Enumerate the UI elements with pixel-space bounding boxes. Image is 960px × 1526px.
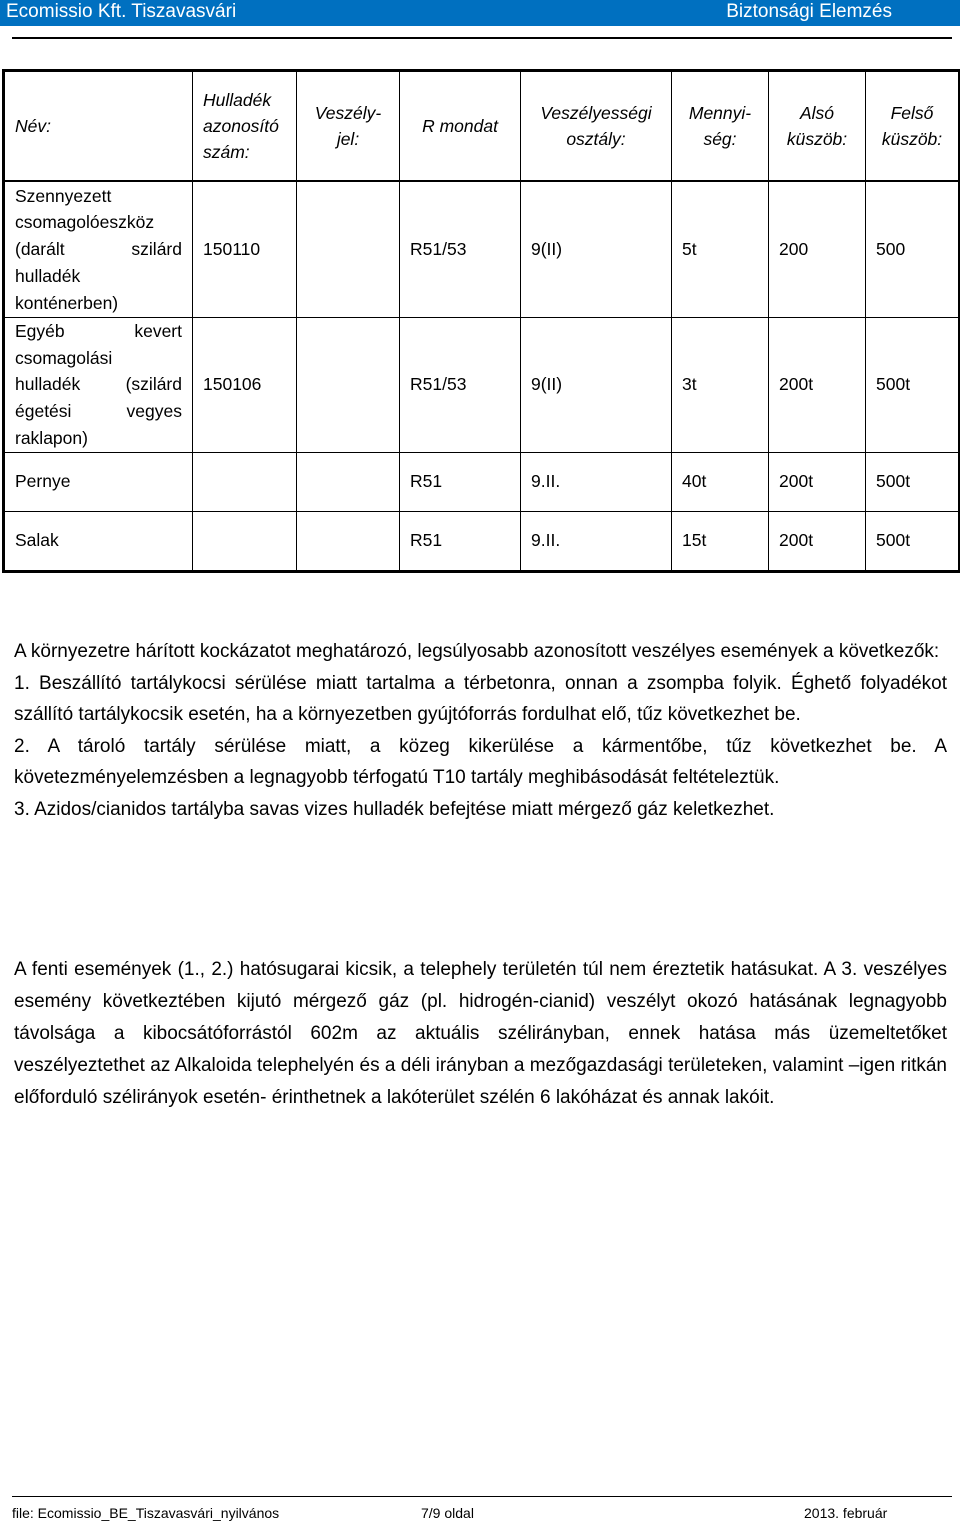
header-company: Ecomissio Kft. Tiszavasvári — [6, 1, 237, 22]
cell-lower-threshold: 200t — [769, 318, 866, 453]
cell-hazard-class: 9(II) — [521, 181, 672, 318]
cell-hazard-symbol — [297, 452, 400, 511]
page-header — [0, 0, 960, 26]
cell-r-phrase: R51/53 — [400, 318, 521, 453]
col-header-hazard-class: Veszélyességi osztály: — [521, 71, 672, 182]
cell-r-phrase: R51 — [400, 452, 521, 511]
cell-hazard-class: 9.II. — [521, 452, 672, 511]
cell-waste-code — [193, 452, 297, 511]
hazard-event-3: 3. Azidos/cianidos tartályba savas vizes hulladék befejtése miatt mérgező gáz keletkezhet. — [14, 798, 775, 820]
intro-paragraph: A környezetre hárított kockázatot meghatározó, legsúlyosabb azonosított veszélyes események a következők: — [14, 641, 940, 662]
table-row — [4, 181, 960, 318]
cell-upper-threshold: 500t — [866, 511, 960, 571]
footer-rule — [12, 1496, 952, 1497]
table-row — [4, 452, 960, 511]
col-header-waste-code: Hulladék azonosító szám: — [193, 71, 297, 182]
conclusion-paragraph: A fenti események (1., 2.) hatósugarai kicsik, a telephely területén túl nem éreztetik hatásukat. A 3. veszélyes esemény következtében kijutó mérgező gáz (pl. hidrogén-cianid) veszélyt okozó hatásának legnagyobb távolsága a kibocsátóforrástól 602m az aktuális szélirányban, ennek hatása más üzemeltetőket veszélyeztethet az Alkaloida telephelyén és a déli irányban a mezőgazdasági területeken, valamint –igen ritkán előforduló szélirányok esetén- érinthetnek a lakóterület szélén 6 lakóházat és annak lakóit. — [14, 959, 947, 1108]
hazard-event-1: 1. Beszállító tartálykocsi sérülése miatt tartalma a térbetonra, onnan a zsompba folyik. Éghető folyadékot szállító tartálykocsik esetén, ha a környezetben gyújtóforrás fordulhat elő, tűz következhet be. — [14, 672, 947, 725]
header-rule — [12, 37, 952, 39]
col-header-hazard-symbol: Veszély-jel: — [297, 71, 400, 182]
cell-lower-threshold: 200t — [769, 452, 866, 511]
cell-name: Salak — [4, 511, 193, 571]
cell-waste-code: 150106 — [193, 318, 297, 453]
hazard-events-section — [14, 636, 947, 825]
col-header-name: Név: — [4, 71, 193, 182]
cell-hazard-symbol — [297, 318, 400, 453]
table-row — [4, 318, 960, 453]
cell-r-phrase: R51 — [400, 511, 521, 571]
cell-name: Szennyezett csomagolóeszköz (darált szilárd hulladék konténerben) — [4, 181, 193, 318]
cell-hazard-symbol — [297, 181, 400, 318]
cell-name: Egyéb kevert csomagolási hulladék (szilárd égetési vegyes raklapon) — [4, 318, 193, 453]
hazardous-waste-table — [2, 69, 960, 573]
cell-waste-code — [193, 511, 297, 571]
col-header-upper-threshold: Felső küszöb: — [866, 71, 960, 182]
cell-lower-threshold: 200t — [769, 511, 866, 571]
footer-file: file: Ecomissio_BE_Tiszavasvári_nyilvános — [12, 1505, 280, 1521]
cell-quantity: 3t — [672, 318, 769, 453]
cell-hazard-class: 9.II. — [521, 511, 672, 571]
table-row — [4, 511, 960, 571]
cell-upper-threshold: 500t — [866, 452, 960, 511]
col-header-lower-threshold: Alsó küszöb: — [769, 71, 866, 182]
hazard-event-2: 2. A tároló tartály sérülése miatt, a közeg kikerülése a kármentőbe, tűz következhet be. A követezményelemzésben a legnagyobb térfogatú T10 tartály meghibásodását feltételeztük. — [14, 735, 947, 788]
cell-lower-threshold: 200 — [769, 181, 866, 318]
cell-quantity: 5t — [672, 181, 769, 318]
footer-date: 2013. február — [804, 1505, 888, 1521]
footer-page-number: 7/9 oldal — [421, 1505, 474, 1521]
cell-quantity: 40t — [672, 452, 769, 511]
cell-hazard-class: 9(II) — [521, 318, 672, 453]
table-header-row — [4, 71, 960, 182]
col-header-r-phrase: R mondat — [400, 71, 521, 182]
cell-upper-threshold: 500t — [866, 318, 960, 453]
cell-name: Pernye — [4, 452, 193, 511]
header-doc-title: Biztonsági Elemzés — [726, 1, 892, 22]
cell-hazard-symbol — [297, 511, 400, 571]
col-header-quantity: Mennyi-ség: — [672, 71, 769, 182]
cell-quantity: 15t — [672, 511, 769, 571]
cell-r-phrase: R51/53 — [400, 181, 521, 318]
cell-upper-threshold: 500 — [866, 181, 960, 318]
cell-waste-code: 150110 — [193, 181, 297, 318]
